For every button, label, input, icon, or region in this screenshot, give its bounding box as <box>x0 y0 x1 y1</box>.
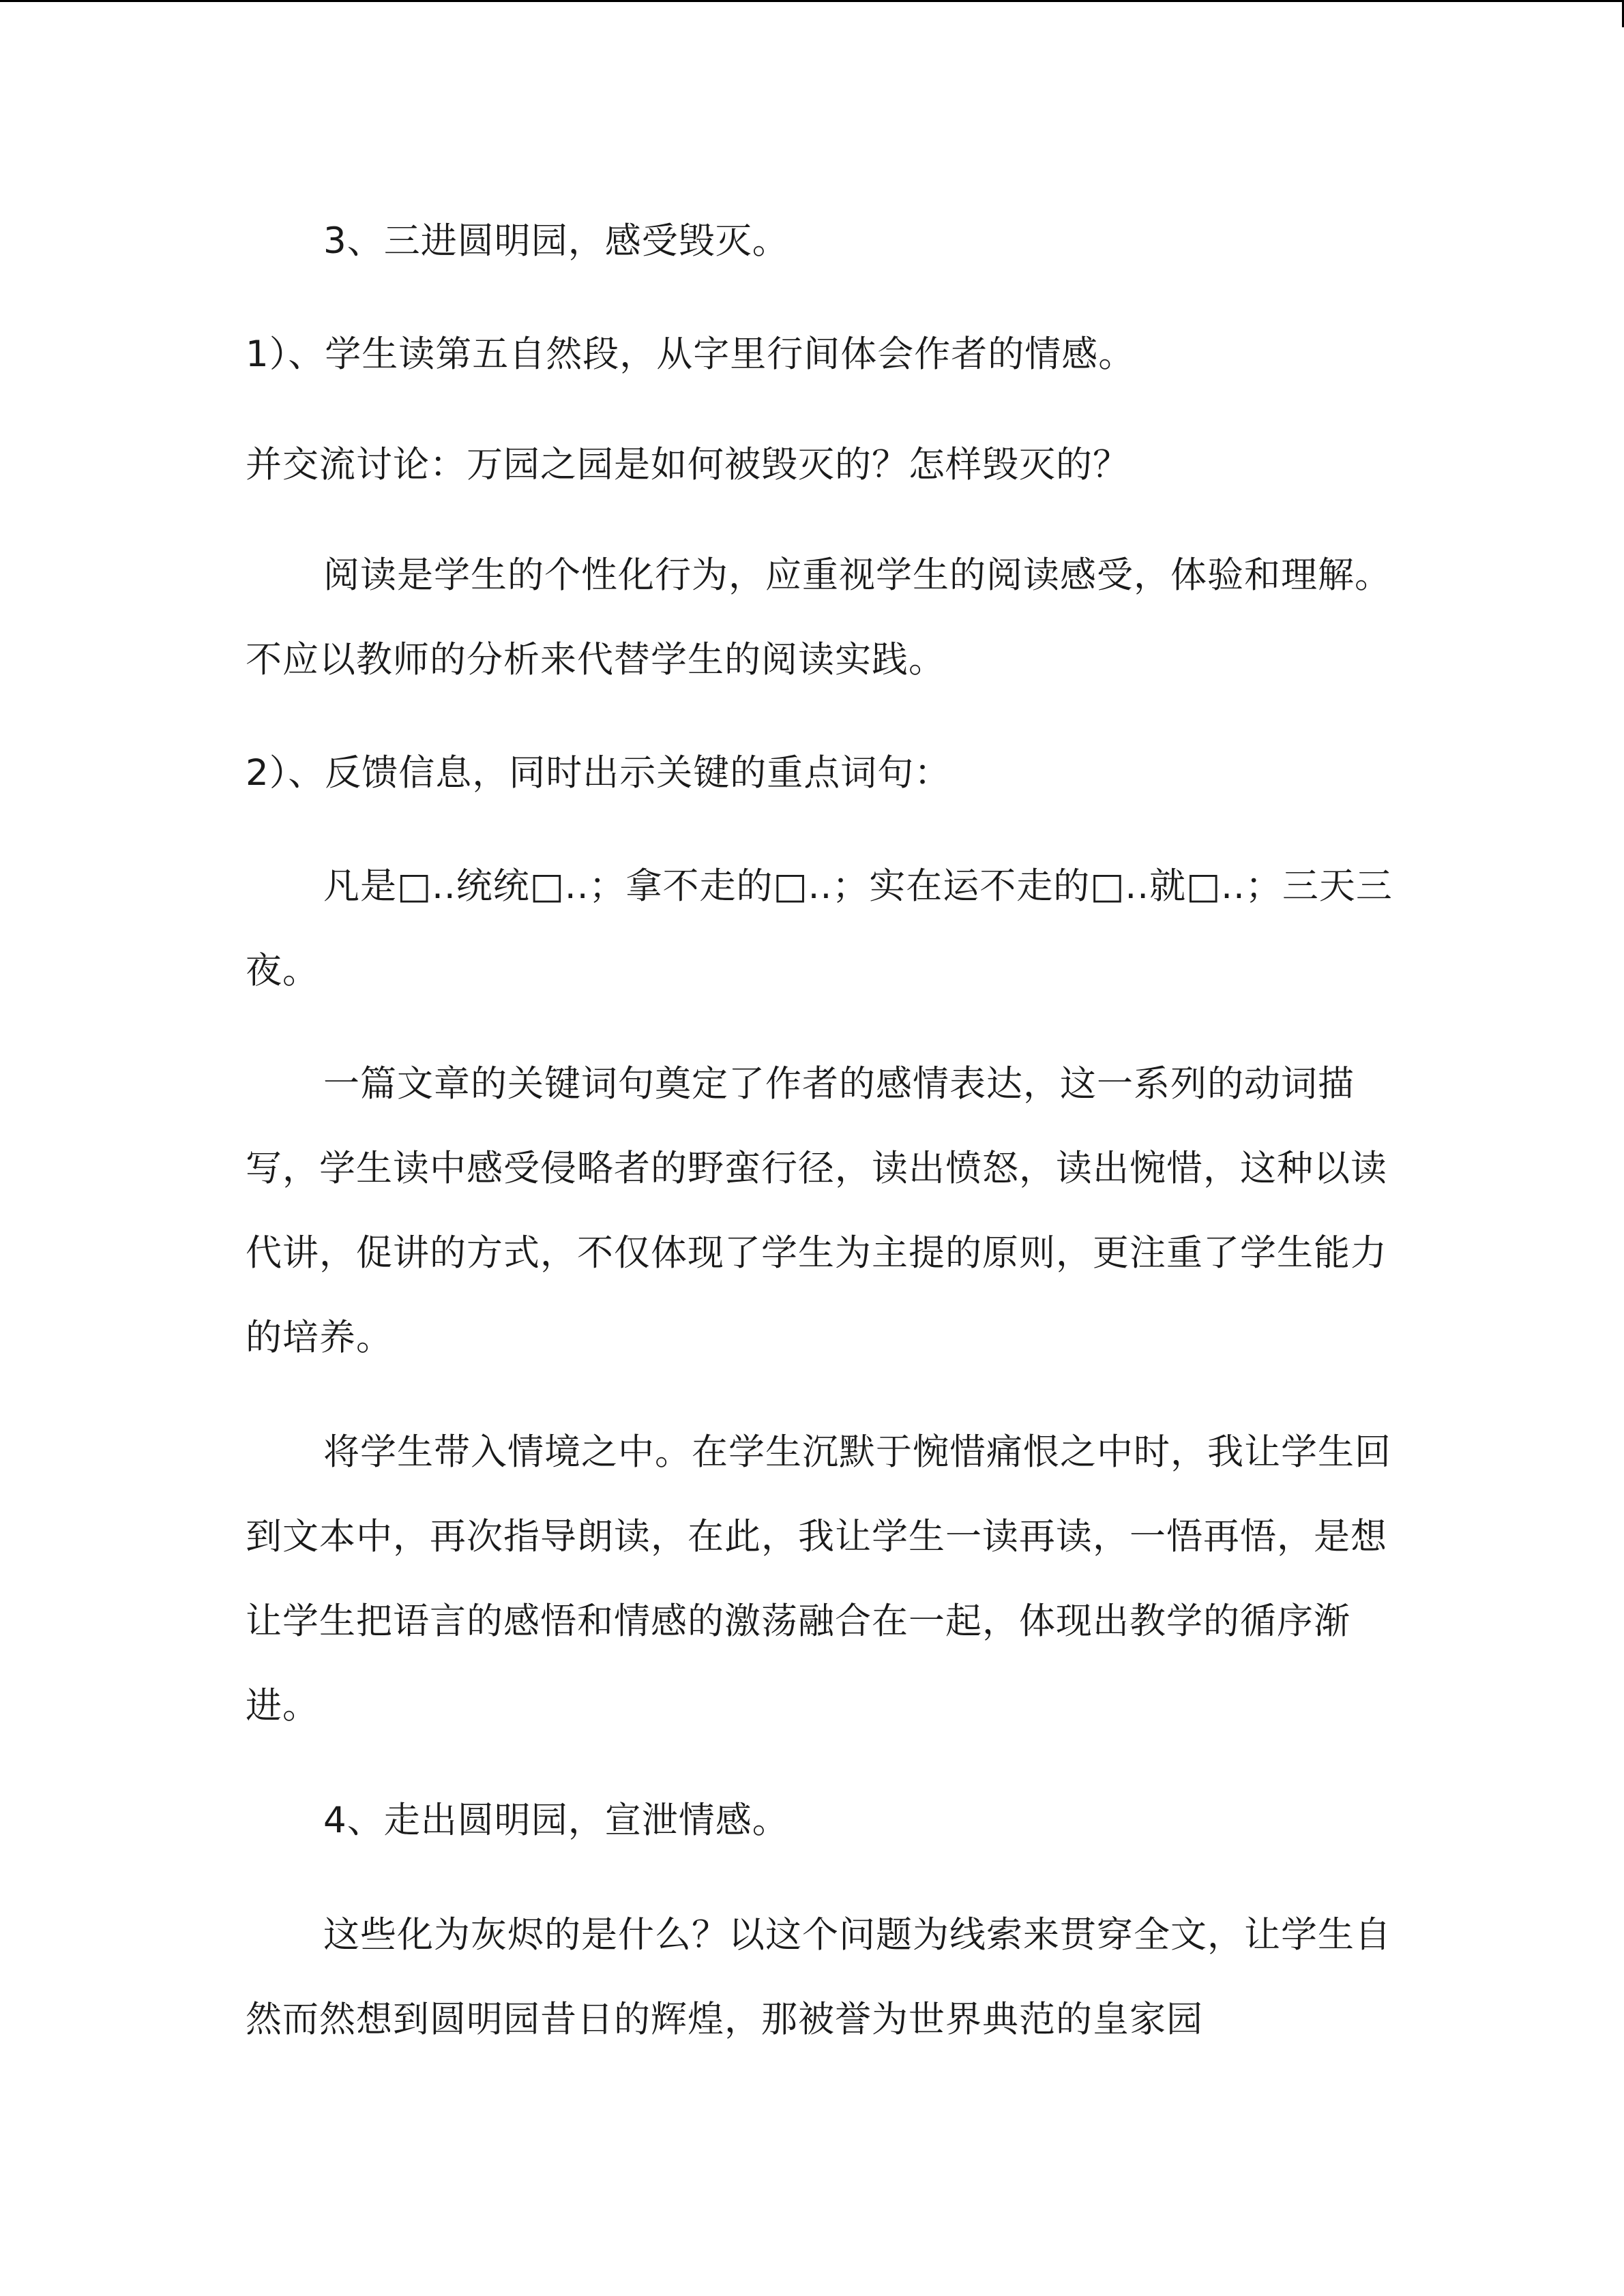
paragraph-section-3-heading: 3、三进圆明园，感受毁灭。 <box>323 220 789 262</box>
paragraph-context-note: 将学生带入情境之中。在学生沉默于惋惜痛恨之中时，我让学生回到文本中，再次指导朗读，在此，我让学生一读再读，一悟再悟，是想让学生把语言的感悟和情感的激荡融合在一起，体现出教学的循序渐进。 <box>246 1431 1391 1727</box>
paragraph-step-2: 2）、反馈信息，同时出示关键的重点词句： <box>246 752 951 794</box>
paragraph-discussion: 并交流讨论：万园之园是如何被毁灭的？怎样毁灭的？ <box>246 444 1130 486</box>
paragraph-step-1: 1）、学生读第五自然段，从字里行间体会作者的情感。 <box>246 333 1136 375</box>
paragraph-reading-note: 阅读是学生的个性化行为，应重视学生的阅读感受，体验和理解。不应以教师的分析来代替学生的阅读实践。 <box>246 554 1391 681</box>
page-top-border <box>0 0 1624 2</box>
paragraph-key-phrases: 凡是□..统统□..；拿不走的□..；实在运不走的□..就□..；三天三夜。 <box>246 865 1393 992</box>
paragraph-key-phrases-note: 一篇文章的关键词句奠定了作者的感情表达，这一系列的动词描写，学生读中感受侵略者的野蛮行径，读出愤怒，读出惋惜，这种以读代讲，促讲的方式，不仅体现了学生为主提的原则，更注重了学生能力的培养。 <box>246 1063 1387 1358</box>
paragraph-closing: 这些化为灰烬的是什么？以这个问题为线索来贯穿全文，让学生自然而然想到圆明园昔日的辉煌，那被誉为世界典范的皇家园 <box>246 1914 1391 2040</box>
paragraph-section-4-heading: 4、走出圆明园，宣泄情感。 <box>323 1800 789 1841</box>
